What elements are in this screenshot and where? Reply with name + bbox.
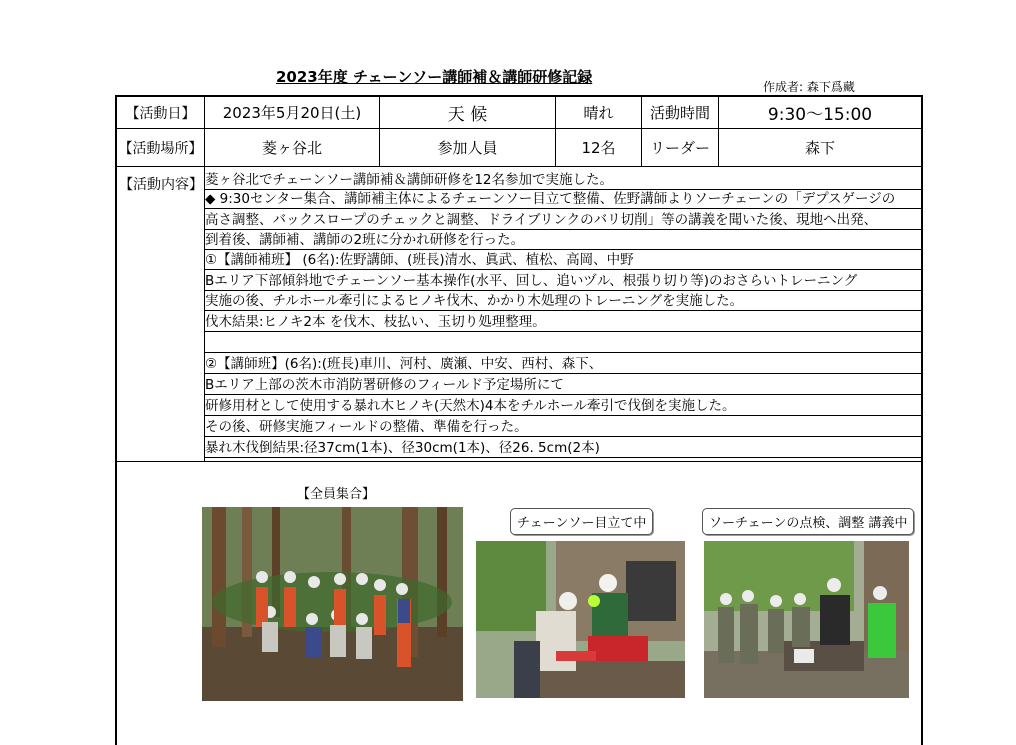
participants-label: 参加人員 — [380, 129, 556, 167]
content-line: 到着後、講師補、講師の2班に分かれ研修を行った。 — [205, 231, 921, 250]
participants-value: 12名 — [556, 129, 642, 167]
content-line: Bエリア上部の茨木市消防署研修のフィールド予定場所にて — [205, 376, 921, 395]
content-line: ①【講師補班】 (6名):佐野講師、(班長)清水、眞武、植松、高岡、中野 — [205, 251, 921, 270]
author: 作成者: 森下爲藏 — [763, 80, 855, 94]
content-line: 伐木結果:ヒノキ2本 を伐木、枝払い、玉切り処理整理。 — [205, 313, 921, 332]
photo-caption-lecture: ソーチェーンの点検、調整 講義中 — [702, 508, 914, 535]
photo-caption-group: 【全員集合】 — [297, 487, 376, 502]
lecture-photo — [704, 541, 909, 698]
time-label: 活動時間 — [642, 97, 719, 129]
place-value: 菱ヶ谷北 — [205, 129, 380, 167]
content-label: 【活動内容】 — [119, 177, 203, 193]
content-line: Bエリア下部傾斜地でチェーンソー基本操作(水平、回し、追いヅル、根張り切り等)のおさらいトレーニング — [205, 272, 921, 291]
content-line: ◆ 9:30センター集合、講師補主体によるチェーンソー目立て整備、佐野講師よりソーチェーンの「デプスゲージの — [205, 190, 921, 209]
place-label: 【活動場所】 — [117, 129, 205, 167]
leader-label: リーダー — [642, 129, 719, 167]
section-rule — [117, 461, 921, 462]
content-line: その後、研修実施フィールドの整備、準備を行った。 — [205, 418, 921, 437]
content-line: 菱ヶ谷北でチェーンソー講師補＆講師研修を12名参加で実施した。 — [205, 171, 921, 190]
page-title: 2023年度 チェーンソー講師補＆講師研修記録 — [276, 68, 593, 86]
weather-label: 天 候 — [380, 97, 556, 129]
group-photo — [202, 507, 463, 701]
content-line — [205, 334, 921, 353]
content-line: 研修用材として使用する暴れ木ヒノキ(天然木)4本をチルホール牽引で伐倒を実施した。 — [205, 397, 921, 416]
content-line: 実施の後、チルホール牽引によるヒノキ伐木、かかり木処理のトレーニングを実施した。 — [205, 292, 921, 311]
content-line: ②【講師班】(6名):(班長)車川、河村、廣瀬、中安、西村、森下、 — [205, 355, 921, 374]
content-line: 暴れ木伐倒結果:径37cm(1本)、径30cm(1本)、径26. 5cm(2本) — [205, 439, 921, 458]
time-value: 9:30～15:00 — [719, 97, 921, 129]
weather-value: 晴れ — [556, 97, 642, 129]
content-line: 高さ調整、バックスロープのチェックと調整、ドライブリンクのバリ切削」等の講義を聞いた後、現地へ出発、 — [205, 211, 921, 230]
date-label: 【活動日】 — [117, 97, 205, 129]
leader-value: 森下 — [719, 129, 921, 167]
photo-caption-sharpening: チェーンソー目立て中 — [510, 508, 653, 535]
date-value: 2023年5月20日(土) — [205, 97, 380, 129]
sharpening-photo — [476, 541, 685, 698]
